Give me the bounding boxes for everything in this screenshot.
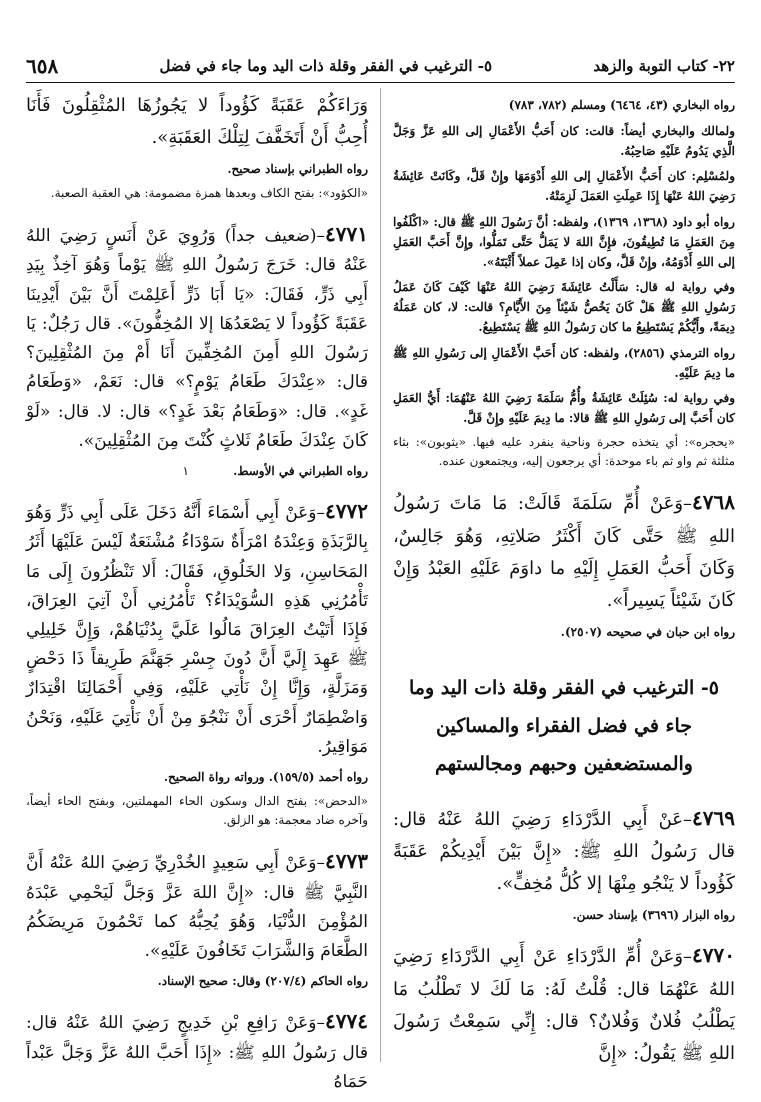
chapter-title: ٢٢- كتاب التوبة والزهد <box>593 57 735 75</box>
hadith-text: وَعَنْ رَافِعِ بْنِ خَدِيجٍ رَضِيَ اللهُ عَنْهُ قال: قال رَسُولُ اللهِ ﷺ: «إِذَا أَحَبَّ اللهُ عَزَّ وَجَلَّ عَبْداً حَمَاهُ <box>26 1013 368 1092</box>
variant-narration: ولمُسْلِم: كان أَحَبُّ الأَعْمَالِ إلى اللهِ أَدْوَمَهَا وإِنْ قَلَّ، وكَانَتْ عَائِشَةُ رَضِيَ اللهُ عَنْهَا إِذَا عَمِلَتِ العَمَلَ لَزِمَتْهُ. <box>393 169 735 204</box>
hadith-text: وَعَنْ أَبِي أَسْمَاءَ أَنَّهُ دَخَلَ عَلَى أَبِي ذَرٍّ وَهُوَ بِالرَّبَذَةِ وَعِنْدَهُ امْرَأَةٌ سَوْدَاءُ مُشْنَعَةٌ لَيْسَ عَلَيْهَا أَثَرُ المَحَاسِنِ، وَلا الخَلُوقِ، فَقَالَ: أَلا تَنْظُرُونَ إِلَى مَا تَأْمُرُنِي هَذِهِ السُّوَيْدَاءُ؟ تَأْمُرُنِي أَنْ آتِيَ العِرَاقَ، فَإِذَا أَتَيْتُ العِرَاقَ مَالُوا عَلَيَّ بِدُنْيَاهُمْ، وَإِنَّ خَلِيلِي ﷺ عَهِدَ إِلَيَّ أَنَّ دُونَ جِسْرِ جَهَنَّمَ طَرِيقاً ذَا دَحْضٍ وَمَزَلَّةٍ، وَإِنَّا إِنْ نَأْتِي عَلَيْهِ، وَفِي أَحْمَالِنَا اقْتِدَارٌ وَاضْطِمَارٌ أَحْرَى أَنْ نَنْجُوَ مِنْ أَنْ نَأْتِيَ عَلَيْهِ، وَنَحْنُ مَوَاقِيرُ. <box>26 502 368 757</box>
variant-narration: رواه أبو داود (١٣٦٨، ١٣٦٩)، ولفظه: أنَّ رَسُولَ اللهِ ﷺ قال: «اكْلَفُوا مِنَ العَمَلِ مَا تُطِيقُونَ، فإِنَّ اللهَ لا يَمَلُّ حَتَّى تَمَلُّوا، وإِنَّ أَحَبَّ العَمَلِ إلى اللهِ أَدْوَمُهُ، وإِنْ قَلَّ، وكان إذا عَمِلَ عملاً أَثْبَتَهُ». <box>393 214 735 269</box>
hadith-4772: ٤٧٧٢–وَعَنْ أَبِي أَسْمَاءَ أَنَّهُ دَخَلَ عَلَى أَبِي ذَرٍّ وَهُوَ بِالرَّبَذَةِ وَعِنْدَهُ امْرَأَةٌ سَوْدَاءُ مُشْنَعَةٌ لَيْسَ عَلَيْهَا أَثَرُ المَحَاسِنِ، وَلا الخَلُوقِ، فَقَالَ: أَلا تَنْظُرُونَ إِلَى مَا تَأْمُرُنِي هَذِهِ السُّوَيْدَاءُ؟ تَأْمُرُنِي أَنْ آتِيَ العِرَاقَ، فَإِذَا أَتَيْتُ العِرَاقَ مَالُوا عَلَيَّ بِدُنْيَاهُمْ، وَإِنَّ خَلِيلِي ﷺ عَهِدَ إِلَيَّ أَنَّ دُونَ جِسْرِ جَهَنَّمَ طَرِيقاً ذَا دَحْضٍ وَمَزَلَّةٍ، وَإِنَّا إِنْ نَأْتِي عَلَيْهِ، وَفِي أَحْمَالِنَا اقْتِدَارٌ وَاضْطِمَارٌ أَحْرَى أَنْ نَنْجُوَ مِنْ أَنْ نَأْتِيَ عَلَيْهِ، وَنَحْنُ مَوَاقِيرُ. <box>26 498 368 757</box>
footnote-gloss: «الكؤود»: بفتح الكاف وبعدها همزة مضمومة: هي العقبة الصعبة. <box>50 185 368 200</box>
footnote-gloss: «يحجره»: أي يتخذه حجرة وناحية ينفرد عليه فيها. «يثوبون»: بثاء مثلثة ثم واو ثم باء موحدة: أي يرجعون إليه، ويجتمعون عنده. <box>393 434 735 469</box>
section-heading: ٥- الترغيب في الفقر وقلة ذات اليد وما جاء في فضل الفقراء والمساكين والمستضعفين وحبهم ومجالستهم <box>409 676 719 775</box>
hadith-text: (ضعيف جداً) وَرُوِيَ عَنْ أَنَسٍ رَضِيَ اللهُ عَنْهُ قال: خَرَجَ رَسُولُ اللهِ ﷺ يَوْماً وَهُوَ آخِذٌ بِيَدِ أَبِي ذَرٍّ، فَقَالَ: «يَا أَبَا ذَرٍّ أَعَلِمْتَ أَنَّ بَيْنَ أَيْدِينَا عَقَبَةً كَؤُوداً لا يَصْعَدُهَا إلا المُخِفُّونَ». قال رَجُلٌ: يَا رَسُولَ اللهِ أَمِنَ المُخِفِّينَ أَنَا أَمْ مِنَ المُثْقِلِينَ؟ قال: «عِنْدَكَ طَعَامُ يَوْمٍ؟» قال: نَعَمْ، «وَطَعَامُ غَدٍ». قال: «وَطَعَامُ بَعْدَ غَدٍ؟» قال: لا. قال: «لَوْ كَانَ عِنْدَكَ طَعَامُ ثَلاثٍ كُنْتَ مِنَ المُثْقِلِينَ». <box>26 226 368 451</box>
variant-narration: وفي رواية له قال: سَأَلْتُ عَائِشَةَ رَضِيَ اللهُ عَنْهَا كَيْفَ كَانَ عَمَلُ رَسُولِ اللهِ ﷺ هَلْ كَانَ يَخُصُّ شَيْئاً مِنَ الأَيَّامِ؟ قالت: لا، كان عَمَلُهُ دِيمَةً، وأَيُّكُمْ يَسْتَطِيعُ ما كان رَسُولُ اللهِ ﷺ يَسْتَطِيعُ. <box>393 280 735 334</box>
hadith-text: وَعَنْ أَبِي سَعِيدٍ الخُدْرِيِّ رَضِيَ اللهُ عَنْهُ أَنَّ النَّبِيَّ ﷺ قال: «إِنَّ اللهَ عَزَّ وَجَلَّ لَيَحْمِي عَبْدَهُ المُؤْمِنَ الدُّنْيَا، وَهُوَ يُحِبُّهُ كما تَحْمُونَ مَرِيضَكُمُ الطَّعَامَ وَالشَّرَابَ تَخَافُونَ عَلَيْهِ». <box>26 853 368 962</box>
hadith-number: ٤٧٧١ <box>325 222 368 247</box>
source-reference-text: رواه الطبراني في الأوسط. <box>233 464 368 479</box>
hadith-4770: ٤٧٧٠–وَعَنْ أُمِّ الدَّرْدَاءِ عَنْ أَبِي الدَّرْدَاءِ رَضِيَ اللهُ عَنْهُمَا قال: قُلْتُ لَهُ: مَا لَكَ لا تَطْلُبُ مَا يَطْلُبُ فُلانٌ وَفُلانٌ؟ قال: إِنِّي سَمِعْتُ رَسُولَ اللهِ ﷺ يَقُولُ: «إِنَّ <box>393 943 735 1064</box>
hadith-4768: ٤٧٦٨–وَعَنْ أُمِّ سَلَمَةَ قَالَتْ: مَا مَاتَ رَسُولُ اللهِ ﷺ حَتَّى كَانَ أَكْثَرُ صَلاتِهِ، وَهُوَ جَالِسٌ، وَكَانَ أَحَبُّ العَمَلِ إِلَيْهِ ما داوَمَ عَلَيْهِ العَبْدُ وَإِنْ كَانَ شَيْئاً يَسِيراً». <box>393 490 735 611</box>
variant-narration: وفي رواية له: سُئِلَتْ عَائِشَةُ وأُمُّ سَلَمَةَ رَضِيَ اللهُ عَنْهُمَا: أَيُّ العَمَلِ كان أَحَبَّ إلى رَسُولِ اللهِ ﷺ قالا: ما دِيمَ عَلَيْهِ وإِنْ قَلَّ. <box>393 391 735 426</box>
header-rule <box>26 82 735 83</box>
source-reference: رواه البزار (٣٦٩٦) بإسناد حسن. <box>572 908 735 923</box>
hadith-number: ٤٧٧٤ <box>325 1009 368 1034</box>
hadith-number: ٤٧٧٠ <box>692 943 735 968</box>
source-reference: رواه ابن حبان في صحيحه (٢٥٠٧). <box>560 625 735 640</box>
hadith-4771: ٤٧٧١–(ضعيف جداً) وَرُوِيَ عَنْ أَنَسٍ رَضِيَ اللهُ عَنْهُ قال: خَرَجَ رَسُولُ اللهِ ﷺ يَوْماً وَهُوَ آخِذٌ بِيَدِ أَبِي ذَرٍّ، فَقَالَ: «يَا أَبَا ذَرٍّ أَعَلِمْتَ أَنَّ بَيْنَ أَيْدِينَا عَقَبَةً كَؤُوداً لا يَصْعَدُهَا إلا المُخِفُّونَ». قال رَجُلٌ: يَا رَسُولَ اللهِ أَمِنَ المُخِفِّينَ أَنَا أَمْ مِنَ المُثْقِلِينَ؟ قال: «عِنْدَكَ طَعَامُ يَوْمٍ؟» قال: نَعَمْ، «وَطَعَامُ غَدٍ». قال: «وَطَعَامُ بَعْدَ غَدٍ؟» قال: لا. قال: «لَوْ كَانَ عِنْدَكَ طَعَامُ ثَلاثٍ كُنْتَ مِنَ المُثْقِلِينَ». <box>26 222 368 451</box>
hadith-number: ٤٧٦٩ <box>692 805 735 830</box>
source-reference <box>26 462 368 482</box>
hadith-number: ٤٧٧٣ <box>325 849 368 874</box>
variant-narration: ولمالك والبخاري أيضاً: قالت: كان أَحَبُّ الأَعْمَالِ إلى اللهِ عَزَّ وَجَلَّ الَّذِي يَدُومُ عَلَيْهِ صَاحِبُهُ. <box>393 123 735 158</box>
page-header <box>26 52 735 80</box>
source-reference: رواه البخاري (٤٣، ٦٤٦٤) ومسلم (٧٨٢، ٧٨٣) <box>508 98 735 112</box>
continued-text: وَرَاءَكُمْ عَقَبَةً كَؤُوداً لا يَجُوزُهَا المُثْقِلُونَ فَأَنَا أُحِبُّ أَنْ أَتَخَفَّفَ لِتِلْكَ العَقَبَةِ». <box>26 95 368 149</box>
source-reference: رواه الطبراني بإسناد صحيح. <box>227 162 368 177</box>
source-reference: رواه الحاكم (٢٠٧/٤) وقال: صحيح الإسناد. <box>157 974 368 989</box>
section-running-title: ٥- الترغيب في الفقر وقلة ذات اليد وما جاء في فضل <box>159 57 493 75</box>
left-column <box>26 90 368 1092</box>
footnote-gloss: «الدحض»: بفتح الدال وسكون الحاء المهملتين، وبفتح الحاء أيضاً، وآخره ضاد معجمة: هو الزلق. <box>26 793 368 828</box>
source-reference: رواه أحمد (١٥٩/٥). ورواته رواة الصحيح. <box>163 770 368 785</box>
hadith-text: عَنْ أَبِي الدَّرْدَاءِ رَضِيَ اللهُ عَنْهُ قال: قال رَسُولُ اللهِ ﷺ: «إِنَّ بَيْنَ أَيْدِيكُمْ عَقَبَةً كَؤُوداً لا يَنْجُو مِنْهَا إلا كُلُّ مُخِفٍّ». <box>393 808 735 895</box>
hadith-4773: ٤٧٧٣–وَعَنْ أَبِي سَعِيدٍ الخُدْرِيِّ رَضِيَ اللهُ عَنْهُ أَنَّ النَّبِيَّ ﷺ قال: «إِنَّ اللهَ عَزَّ وَجَلَّ لَيَحْمِي عَبْدَهُ المُؤْمِنَ الدُّنْيَا، وَهُوَ يُحِبُّهُ كما تَحْمُونَ مَرِيضَكُمُ الطَّعَامَ وَالشَّرَابَ تَخَافُونَ عَلَيْهِ». <box>26 849 368 962</box>
right-column <box>393 90 735 1062</box>
hadith-text: وَعَنْ أُمِّ سَلَمَةَ قَالَتْ: مَا مَاتَ رَسُولُ اللهِ ﷺ حَتَّى كَانَ أَكْثَرُ صَلاتِهِ، وَهُوَ جَالِسٌ، وَكَانَ أَحَبُّ العَمَلِ إِلَيْهِ ما داوَمَ عَلَيْهِ العَبْدُ وَإِنْ كَانَ شَيْئاً يَسِيراً». <box>393 493 735 611</box>
variant-narration: رواه الترمذي (٢٨٥٦)، ولفظه: كان أَحَبَّ الأَعْمَالِ إلى رَسُولِ اللهِ ﷺ ما دِيمَ عَلَيْهِ. <box>393 345 735 380</box>
marginal-mark: ١ <box>182 464 189 479</box>
column-divider <box>380 88 381 1062</box>
hadith-text: وَعَنْ أُمِّ الدَّرْدَاءِ عَنْ أَبِي الدَّرْدَاءِ رَضِيَ اللهُ عَنْهُمَا قال: قُلْتُ لَهُ: مَا لَكَ لا تَطْلُبُ مَا يَطْلُبُ فُلانٌ وَفُلانٌ؟ قال: إِنِّي سَمِعْتُ رَسُولَ اللهِ ﷺ يَقُولُ: «إِنَّ <box>393 946 735 1064</box>
hadith-number: ٤٧٦٨ <box>692 490 735 515</box>
hadith-4774: ٤٧٧٤–وَعَنْ رَافِعِ بْنِ خَدِيجٍ رَضِيَ اللهُ عَنْهُ قال: قال رَسُولُ اللهِ ﷺ: «إِذَا أَحَبَّ اللهُ عَزَّ وَجَلَّ عَبْداً حَمَاهُ <box>26 1009 368 1092</box>
hadith-number: ٤٧٧٢ <box>325 498 368 523</box>
page-number: ٦٥٨ <box>26 54 59 78</box>
hadith-4769: ٤٧٦٩–عَنْ أَبِي الدَّرْدَاءِ رَضِيَ اللهُ عَنْهُ قال: قال رَسُولُ اللهِ ﷺ: «إِنَّ بَيْنَ أَيْدِيكُمْ عَقَبَةً كَؤُوداً لا يَنْجُو مِنْهَا إلا كُلُّ مُخِفٍّ». <box>393 805 735 895</box>
